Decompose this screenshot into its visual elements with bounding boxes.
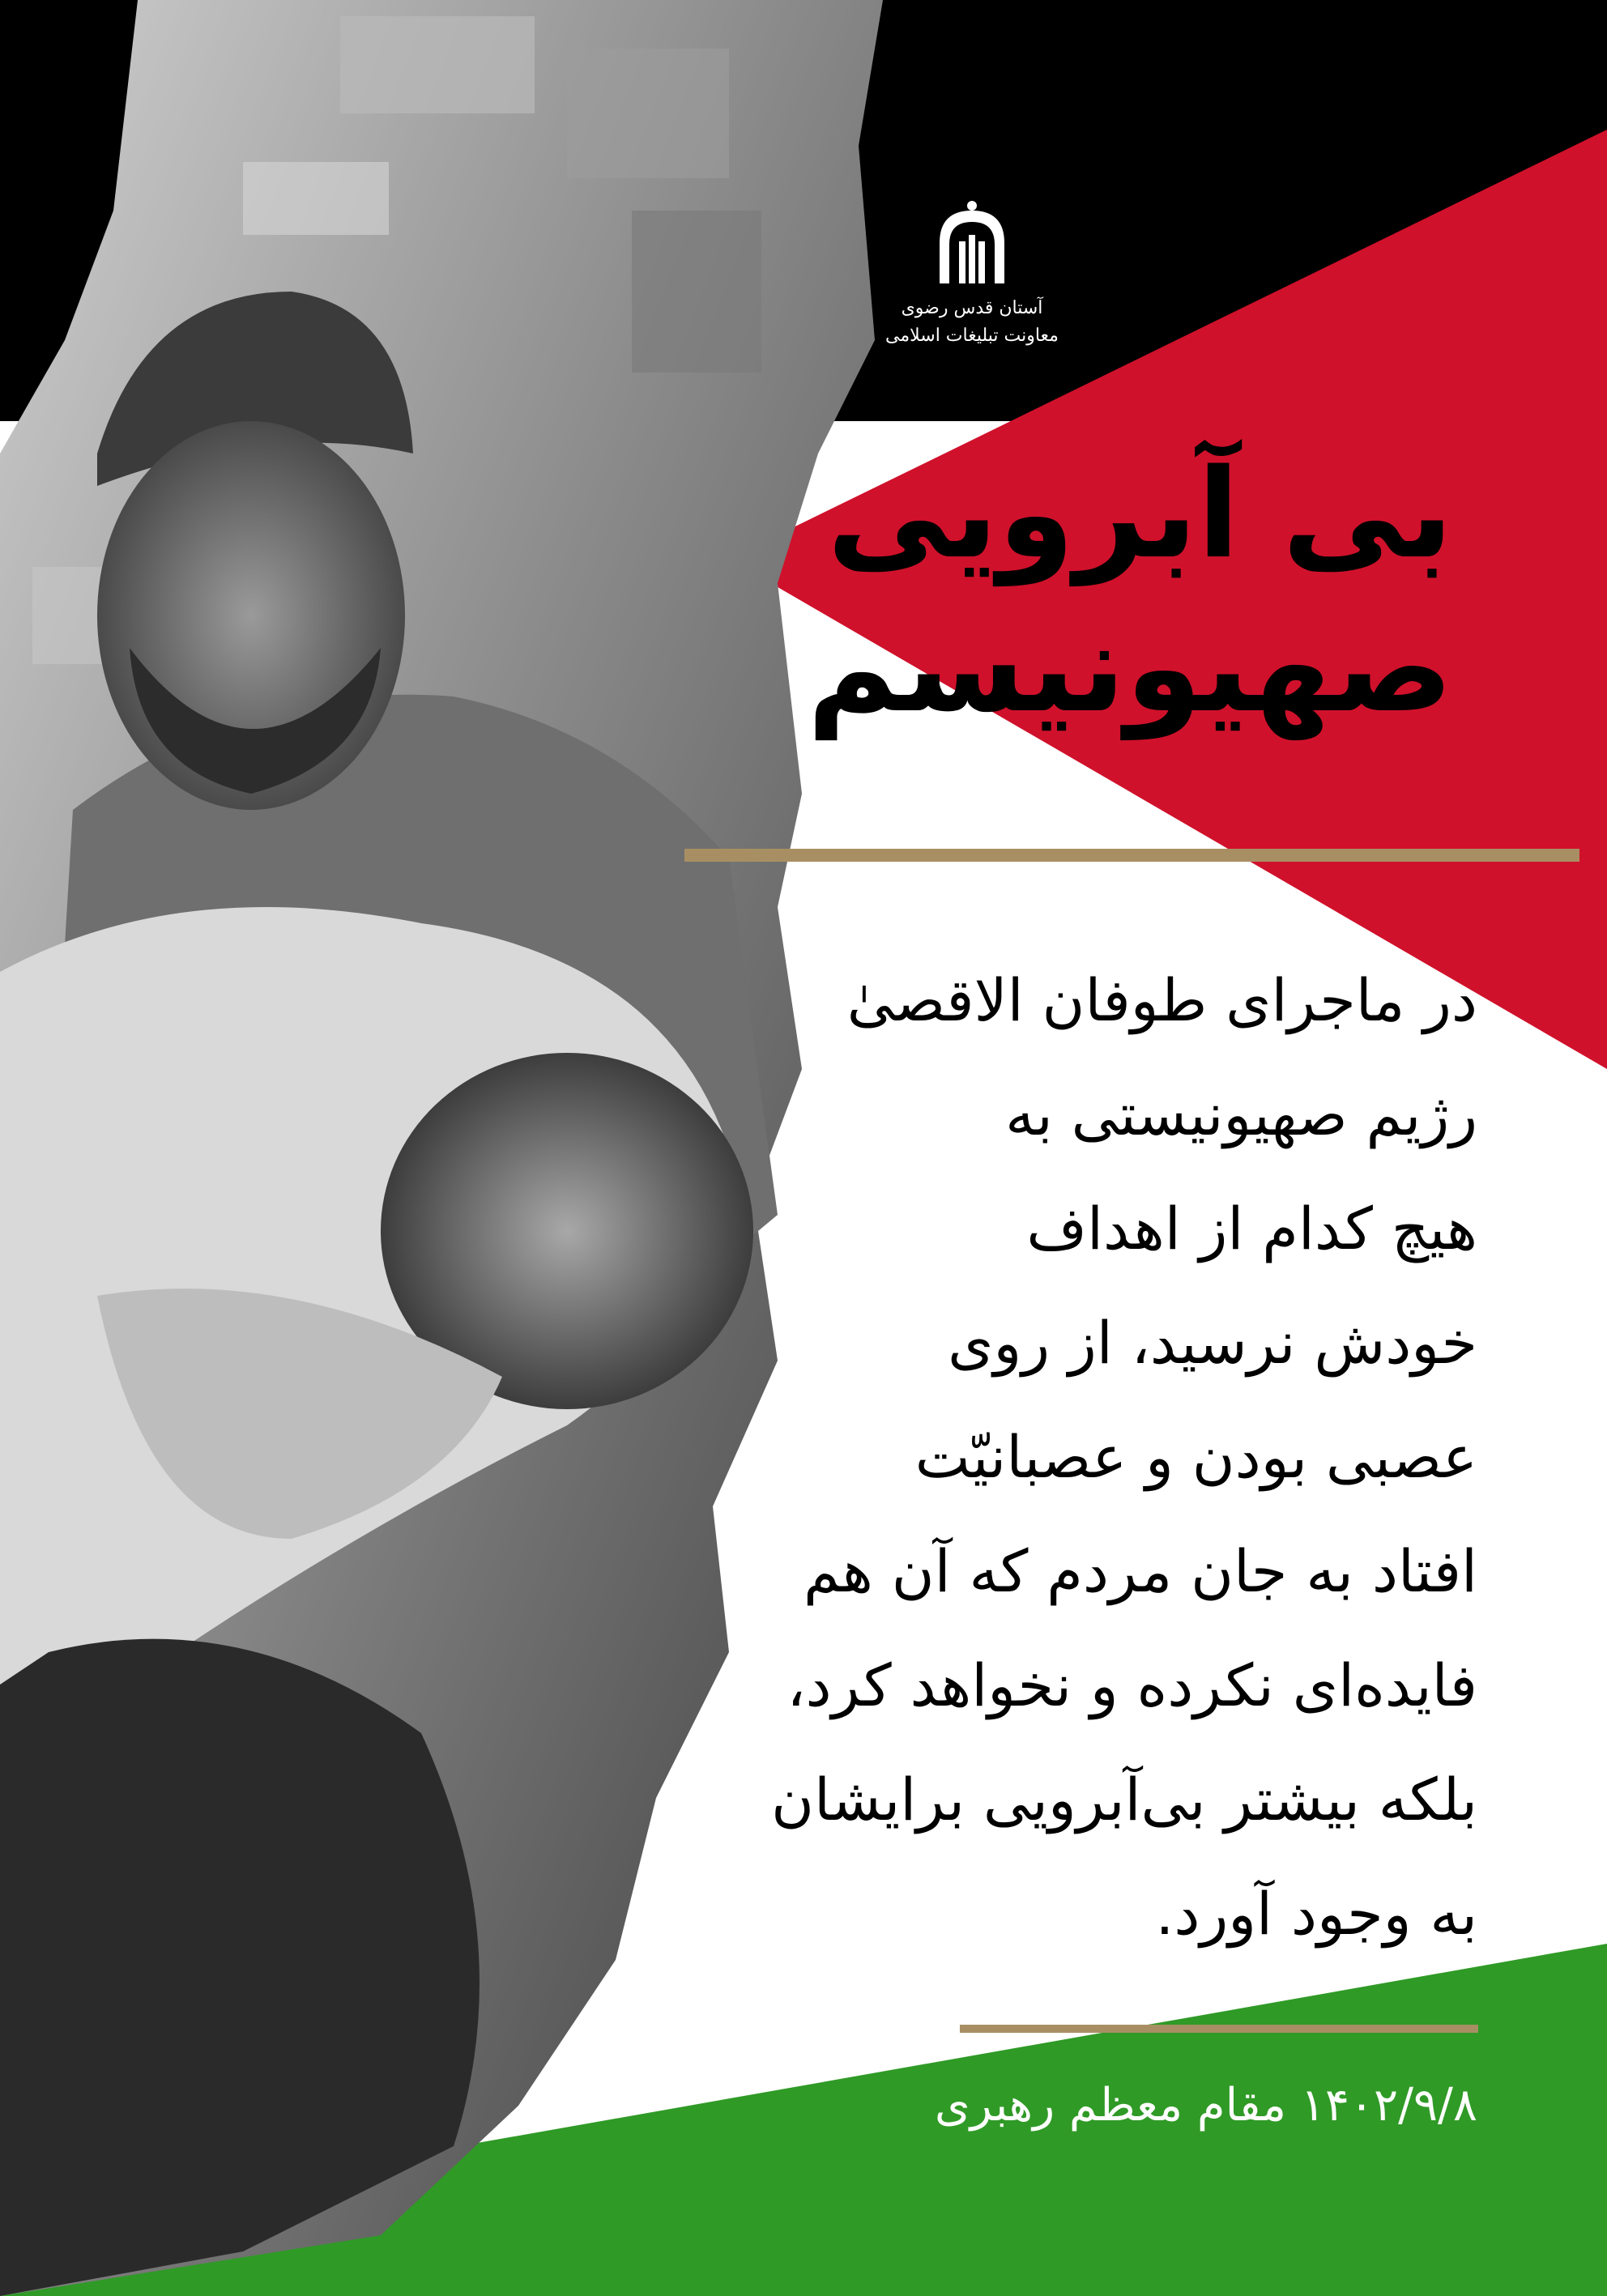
shrine-dome-icon [923, 194, 1021, 292]
title-line-1: بی آبرویی [827, 442, 1453, 586]
logo [883, 194, 1061, 350]
poster-title [603, 437, 1453, 745]
divider-bottom [960, 2025, 1478, 2033]
quote-line: در ماجرای طوفان الاقصیٰ [846, 966, 1477, 1034]
logo-org-line2: معاونت تبلیغات اسلامی [885, 326, 1059, 346]
divider-top [684, 849, 1579, 862]
quote-line: بلکه بیشتر بی‌آبرویی برایشان [771, 1766, 1477, 1834]
quote-line: هیچ کدام از اهداف [1026, 1195, 1477, 1263]
quote-line: فایده‌ای نکرده و نخواهد کرد، [786, 1651, 1477, 1719]
quote-line: عصبی بودن و عصبانیّت [914, 1423, 1477, 1491]
quote-line: به وجود آورد. [1155, 1880, 1477, 1948]
quote-body [667, 944, 1477, 1971]
quote-line: خودش نرسید، از روی [948, 1309, 1477, 1377]
quote-line: افتاد به جان مردم که آن هم [803, 1537, 1477, 1605]
attribution: ۱۴۰۲/۹/۸ مقام معظم رهبری [934, 2079, 1477, 2132]
logo-org-line1: آستان قدس رضوی [901, 298, 1043, 318]
title-line-2: صهیونیسم [807, 596, 1453, 739]
quote-line: رژیم صهیونیستی به [1005, 1080, 1477, 1148]
